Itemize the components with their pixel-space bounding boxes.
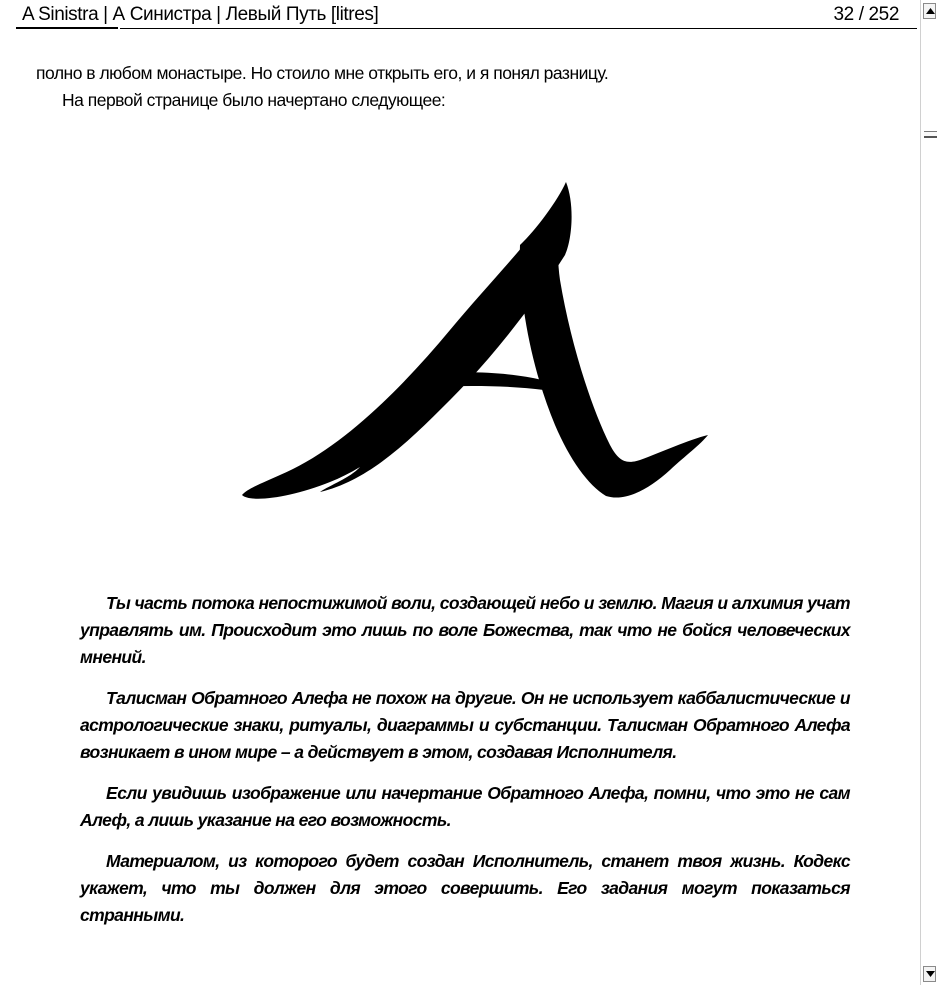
scroll-down-button[interactable]: [923, 966, 936, 982]
calligraphic-letter-a-icon: [170, 160, 770, 540]
codex-paragraph: Ты часть потока непостижимой воли, создающей небо и землю. Магия и алхимия учат управлять им. Происходит это лишь по воле Божества, так что не бойся человеческих мнений.: [80, 593, 850, 667]
reader-header: [0, 0, 920, 30]
scroll-thumb[interactable]: [924, 131, 937, 138]
title-underline: [16, 27, 118, 29]
header-divider: [120, 28, 917, 29]
codex-paragraph: Если увидишь изображение или начертание Обратного Алефа, помни, что это не сам Алеф, а лишь указание на его возможность.: [80, 783, 850, 830]
codex-paragraph: Материалом, из которого будет создан Исполнитель, станет твоя жизнь. Кодекс укажет, что ты должен для этого совершить. Его задания могут показаться странными.: [80, 851, 850, 925]
page-counter: 32 / 252: [833, 4, 899, 25]
arrow-down-icon: [926, 971, 935, 977]
vertical-scrollbar[interactable]: [920, 0, 937, 985]
scroll-up-button[interactable]: [923, 3, 936, 19]
codex-paragraph: Талисман Обратного Алефа не похож на другие. Он не использует каббалистические и астрологические знаки, ритуалы, диаграммы и субстанции. Талисман Обратного Алефа возникает в ином мире – а действует в этом, создавая Исполнителя.: [80, 688, 850, 762]
intro-line: полно в любом монастыре. Но стоило мне открыть его, и я понял разницу.: [36, 63, 609, 83]
book-title: A Sinistra | А Синистра | Левый Путь [litres]: [22, 4, 379, 25]
lead-in-line: На первой странице было начертано следующее:: [62, 90, 446, 110]
arrow-up-icon: [926, 8, 935, 14]
codex-text: [80, 590, 850, 943]
